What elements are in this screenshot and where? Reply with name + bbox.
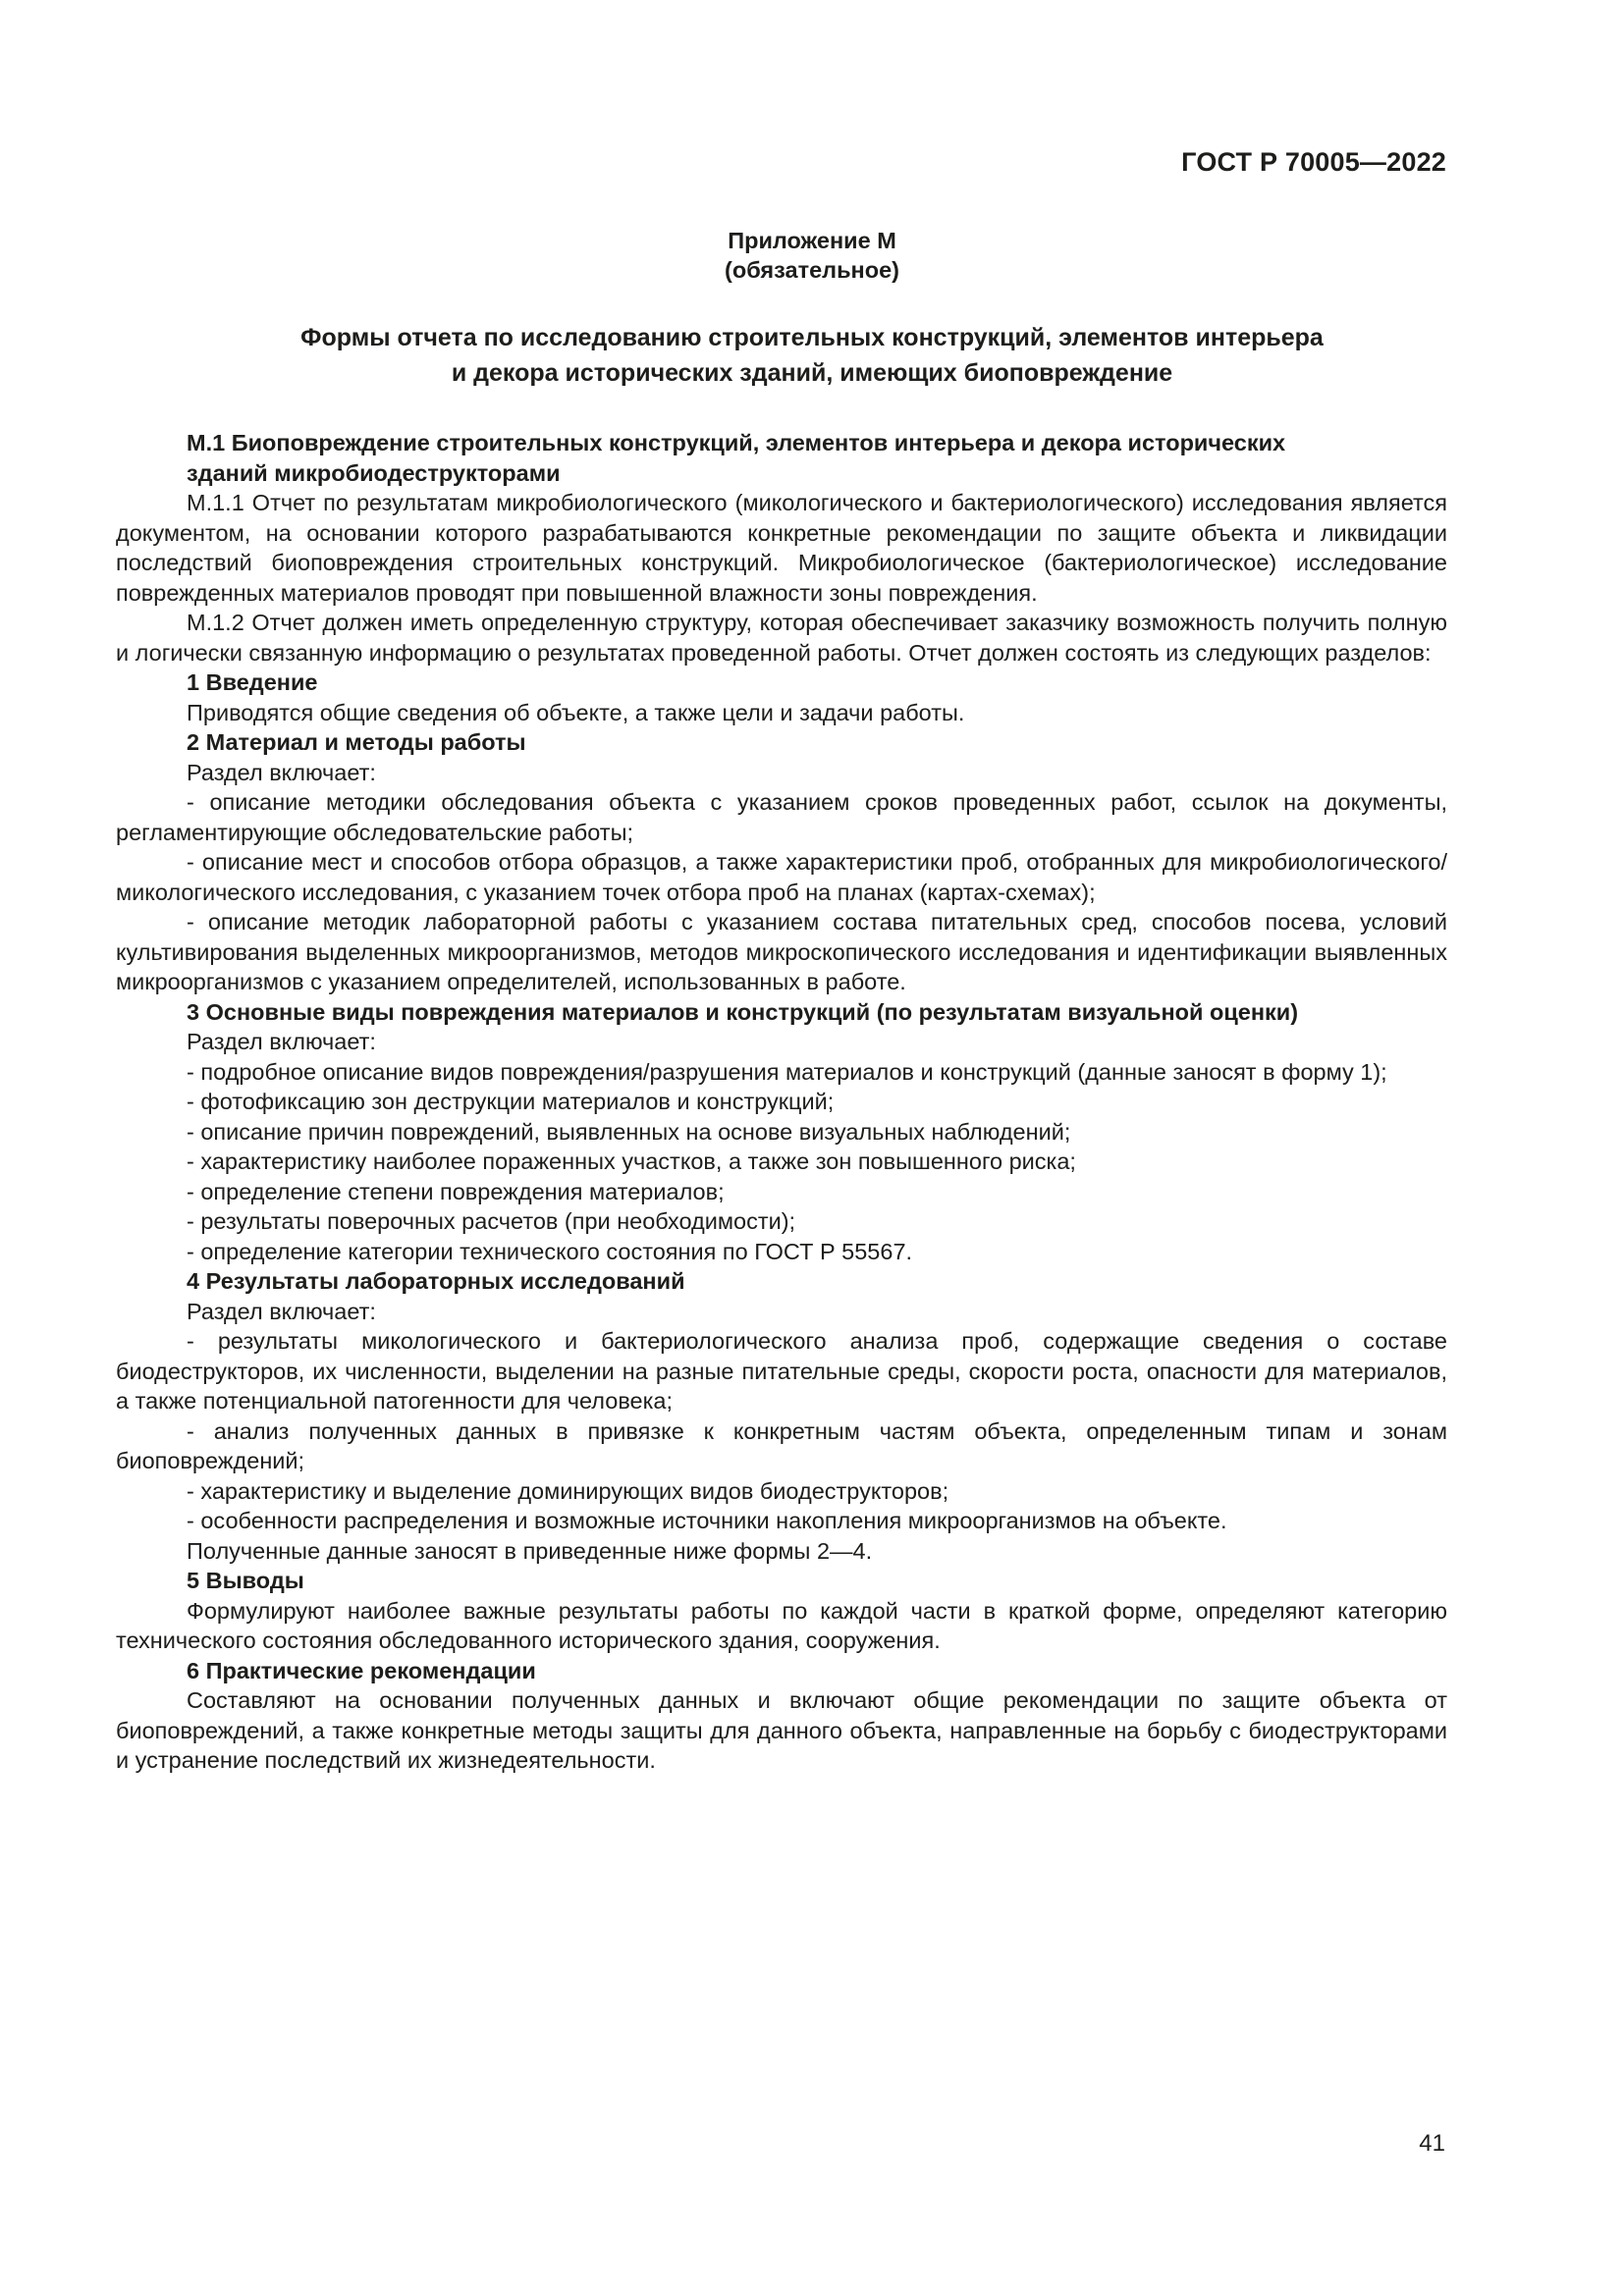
paragraph-m1-1: М.1.1 Отчет по результатам микробиологического (микологического и бактериологического) исследования является документом, на основании которого разрабатываются конкретные рекомендации по защите объекта и ликвидации последствий биоповреждения строительных конструкций. Микробиологическое (бактериологическое) исследование поврежденных материалов проводят при повышенной влажности зоны повреждения. xyxy=(116,490,1447,606)
list-item: - результаты поверочных расчетов (при необходимости); xyxy=(187,1208,796,1234)
report-section-1-title: 1 Введение xyxy=(187,669,318,695)
list-item: - описание методики обследования объекта с указанием сроков проведенных работ, ссылок на документы, регламентирующие обследовательские работы; xyxy=(116,789,1447,845)
list-item: - анализ полученных данных в привязке к конкретным частям объекта, определенным типам и зонам биоповреждений; xyxy=(116,1417,1447,1473)
document-body xyxy=(116,428,1447,1776)
list-item: - определение категории технического состояния по ГОСТ Р 55567. xyxy=(187,1238,913,1264)
annex-title-line-1: Формы отчета по исследованию строительных конструкций, элементов интерьера xyxy=(300,324,1324,351)
section-heading-m1 xyxy=(116,428,1447,488)
report-section-5-title: 5 Выводы xyxy=(187,1568,304,1593)
list-item: - подробное описание видов повреждения/разрушения материалов и конструкций (данные заносят в форму 1); xyxy=(187,1058,1387,1085)
annex-header xyxy=(0,226,1624,285)
report-section-2-title: 2 Материал и методы работы xyxy=(187,729,526,755)
list-item: - результаты микологического и бактериологического анализа проб, содержащие сведения о составе биодеструкторов, их численности, выделении на разные питательные среды, скорости роста, опасности для материалов, а также потенциальной патогенности для человека; xyxy=(116,1328,1447,1414)
report-section-4-intro: Раздел включает: xyxy=(187,1298,376,1324)
report-section-1-text: Приводятся общие сведения об объекте, а также цели и задачи работы. xyxy=(187,699,965,725)
list-item: - характеристику и выделение доминирующих видов биодеструкторов; xyxy=(187,1477,949,1504)
report-section-3-intro: Раздел включает: xyxy=(187,1029,376,1054)
list-item: - описание причин повреждений, выявленных на основе визуальных наблюдений; xyxy=(187,1118,1071,1145)
section-heading-m1-line-1: М.1 Биоповреждение строительных конструкций, элементов интерьера и декора исторических xyxy=(187,430,1286,455)
list-item: - определение степени повреждения материалов; xyxy=(187,1178,725,1204)
report-section-4-note: Полученные данные заносят в приведенные ниже формы 2—4. xyxy=(187,1537,873,1564)
annex-title xyxy=(0,320,1624,391)
list-item: - описание методик лабораторной работы с указанием состава питательных сред, способов посева, условий культивирования выделенных микроорганизмов, методов микроскопического исследования и идентификации выявленных микроорганизмов с указанием определителей, использованных в работе. xyxy=(116,909,1447,994)
report-section-6-text: Составляют на основании полученных данных и включают общие рекомендации по защите объекта от биоповреждений, а также конкретные методы защиты для данного объекта, направленные на борьбу с биодеструкторами и устранение последствий их жизнедеятельности. xyxy=(116,1687,1447,1773)
page-number: 41 xyxy=(1419,2130,1445,2157)
list-item: - особенности распределения и возможные источники накопления микроорганизмов на объекте. xyxy=(187,1508,1227,1533)
annex-title-line-2: и декора исторических зданий, имеющих биоповреждение xyxy=(451,359,1173,387)
annex-status: (обязательное) xyxy=(725,257,899,283)
document-code: ГОСТ Р 70005—2022 xyxy=(1181,147,1446,177)
list-item: - описание мест и способов отбора образцов, а также характеристики проб, отобранных для микробиологического/микологического исследования, с указанием точек отбора проб на планах (картах-схемах); xyxy=(116,849,1447,905)
list-item: - характеристику наиболее пораженных участков, а также зон повышенного риска; xyxy=(187,1148,1076,1174)
report-section-4-title: 4 Результаты лабораторных исследований xyxy=(187,1268,685,1294)
report-section-3-title: 3 Основные виды повреждения материалов и конструкций (по результатам визуальной оценки) xyxy=(187,998,1299,1025)
report-section-2-intro: Раздел включает: xyxy=(187,759,376,785)
report-section-6-title: 6 Практические рекомендации xyxy=(187,1657,536,1683)
list-item: - фотофиксацию зон деструкции материалов и конструкций; xyxy=(187,1089,835,1114)
annex-label: Приложение М xyxy=(728,228,896,253)
paragraph-m1-2: М.1.2 Отчет должен иметь определенную структуру, которая обеспечивает заказчику возможность получить полную и логически связанную информацию о результатах проведенной работы. Отчет должен состоять из следующих разделов: xyxy=(116,610,1447,666)
section-heading-m1-line-2: зданий микробиодеструкторами xyxy=(187,459,561,486)
report-section-5-text: Формулируют наиболее важные результаты работы по каждой части в краткой форме, определяют категорию технического состояния обследованного исторического здания, сооружения. xyxy=(116,1597,1447,1653)
